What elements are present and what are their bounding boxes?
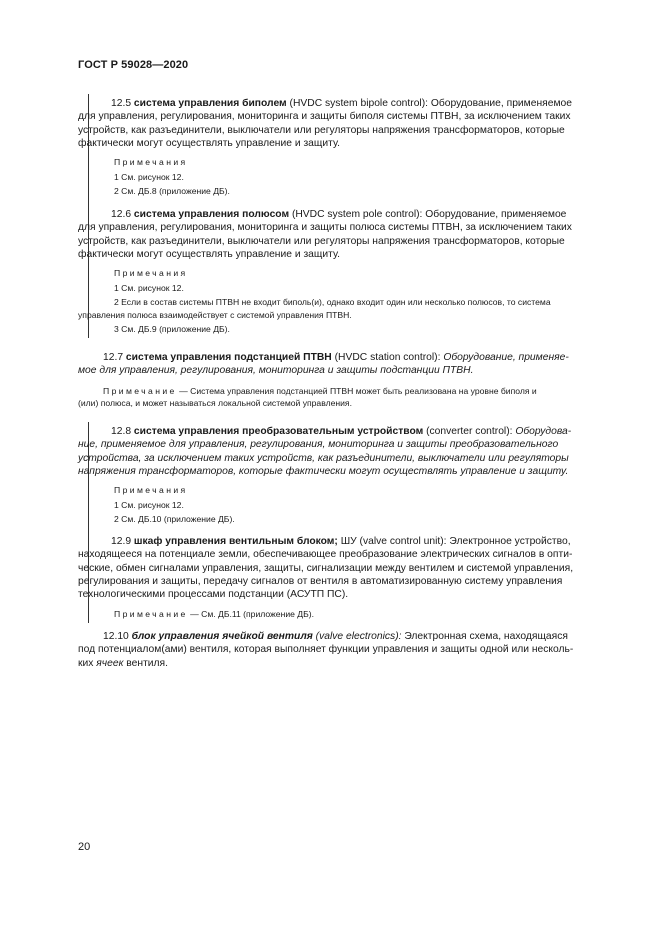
note: 1 См. рисунок 12. <box>114 282 184 293</box>
document-header: ГОСТ Р 59028—2020 <box>78 59 189 71</box>
definition-text: для управления, регулирования, мониторинга и защиты полюса системы ПТВН, за исключением таких <box>78 222 572 234</box>
term: система управления полюсом <box>133 209 290 220</box>
definition-text: регулирования и защиты, передачу сигналов от вентиля в автоматизированную систему управления <box>78 575 563 587</box>
note: 1 См. рисунок 12. <box>114 171 184 182</box>
english-term: (HVDC station control): <box>331 352 444 363</box>
definition-text: напряжения трансформаторов, которые фактически могут осуществлять управление и защиту. <box>78 465 569 477</box>
definition-text: Оборудова- <box>515 426 572 437</box>
page-number: 20 <box>78 841 91 853</box>
definition-text: устройств, как разъединители, выключатели или регуляторы напряжения трансформаторов, которые <box>78 124 565 136</box>
definition-text: ячеек <box>96 657 124 669</box>
note-label: Примечание <box>103 385 177 396</box>
notes-heading: Примечания <box>114 485 188 496</box>
section-12-6 <box>78 208 615 338</box>
note: 3 См. ДБ.9 (приложение ДБ). <box>114 324 230 335</box>
section-12-9 <box>78 535 615 623</box>
clause-number: 12.9 <box>111 536 132 547</box>
note-label: Примечание <box>114 609 188 620</box>
definition-text: ШУ (valve control unit): Электронное устройство, <box>337 536 571 547</box>
term: блок управления ячейкой вентиля <box>131 631 313 642</box>
definition-text: вентиля. <box>123 657 168 669</box>
definition-text: Электронная схема, находящаяся <box>401 631 568 642</box>
definition-text: устройства, за исключением таких устройств, как разъединители, выключатели или регуляторы <box>78 452 569 464</box>
note: 2 См. ДБ.10 (приложение ДБ). <box>114 514 235 525</box>
definition-text: устройств, как разъединители, выключатели или регуляторы напряжения трансформаторов, которые <box>78 235 565 247</box>
definition-text: находящееся на потенциале земли, обеспечивающее преобразование электрических сигналов в опти- <box>78 549 573 561</box>
section-12-5 <box>78 97 615 200</box>
definition-text: ние, применяемое для управления, регулирования, мониторинга и защиты преобразовательного <box>78 439 559 451</box>
section-12-7 <box>78 351 615 412</box>
notes-heading: Примечания <box>114 268 188 279</box>
definition-text: ческие, обмен сигналами управления, защиты, сигнализации между вентилем и системой управления, <box>78 562 574 574</box>
term: шкаф управления вентильным блоком; <box>133 536 338 547</box>
term: система управления биполем <box>133 98 287 109</box>
section-12-8 <box>78 425 615 528</box>
definition-text: фактически могут осуществлять управление и защиту. <box>78 248 340 260</box>
definition-text: ких <box>78 657 97 669</box>
definition-text: фактически могут осуществлять управление и защиту. <box>78 137 340 149</box>
clause-number: 12.6 <box>111 209 132 220</box>
section-12-10 <box>78 630 615 670</box>
note: 1 См. рисунок 12. <box>114 499 184 510</box>
english-term: (valve electronics): <box>312 631 402 642</box>
clause-number: 12.8 <box>111 426 132 437</box>
english-term: (converter control): <box>423 426 516 437</box>
note-text: — См. ДБ.11 (приложение ДБ). <box>187 609 315 620</box>
note: 2 Если в состав системы ПТВН не входит биполь(и), однако входит один или несколько полюсов, то система <box>114 297 551 308</box>
definition-text: под потенциалом(ами) вентиля, которая выполняет функции управления и защиты одной или несколь- <box>78 644 574 656</box>
note-text: (или) полюса, и может называться локальной системой управления. <box>78 398 352 409</box>
definition-text: (HVDC system bipole control): Оборудование, применяемое <box>286 98 573 109</box>
note: управления полюса взаимодействует с системой управления ПТВН. <box>78 309 352 320</box>
term: система управления подстанцией ПТВН <box>125 352 332 363</box>
clause-number: 12.7 <box>103 352 124 363</box>
definition-text: (HVDC system pole control): Оборудование, применяемое <box>289 209 567 220</box>
clause-number: 12.10 <box>103 631 129 642</box>
notes-heading: Примечания <box>114 157 188 168</box>
definition-text: для управления, регулирования, мониторинга и защиты биполя системы ПТВН, за исключением таких <box>78 111 571 123</box>
definition-text: Оборудование, применяе- <box>443 352 569 363</box>
note-text: — Система управления подстанцией ПТВН может быть реализована на уровне биполя и <box>176 385 537 396</box>
definition-text: мое для управления, регулирования, мониторинга и защиты подстанции ПТВН. <box>78 365 474 377</box>
note: 2 См. ДБ.8 (приложение ДБ). <box>114 186 230 197</box>
term: система управления преобразовательным устройством <box>133 426 424 437</box>
definition-text: технологическими процессами подстанции (АСУТП ПС). <box>78 589 349 601</box>
clause-number: 12.5 <box>111 98 132 109</box>
